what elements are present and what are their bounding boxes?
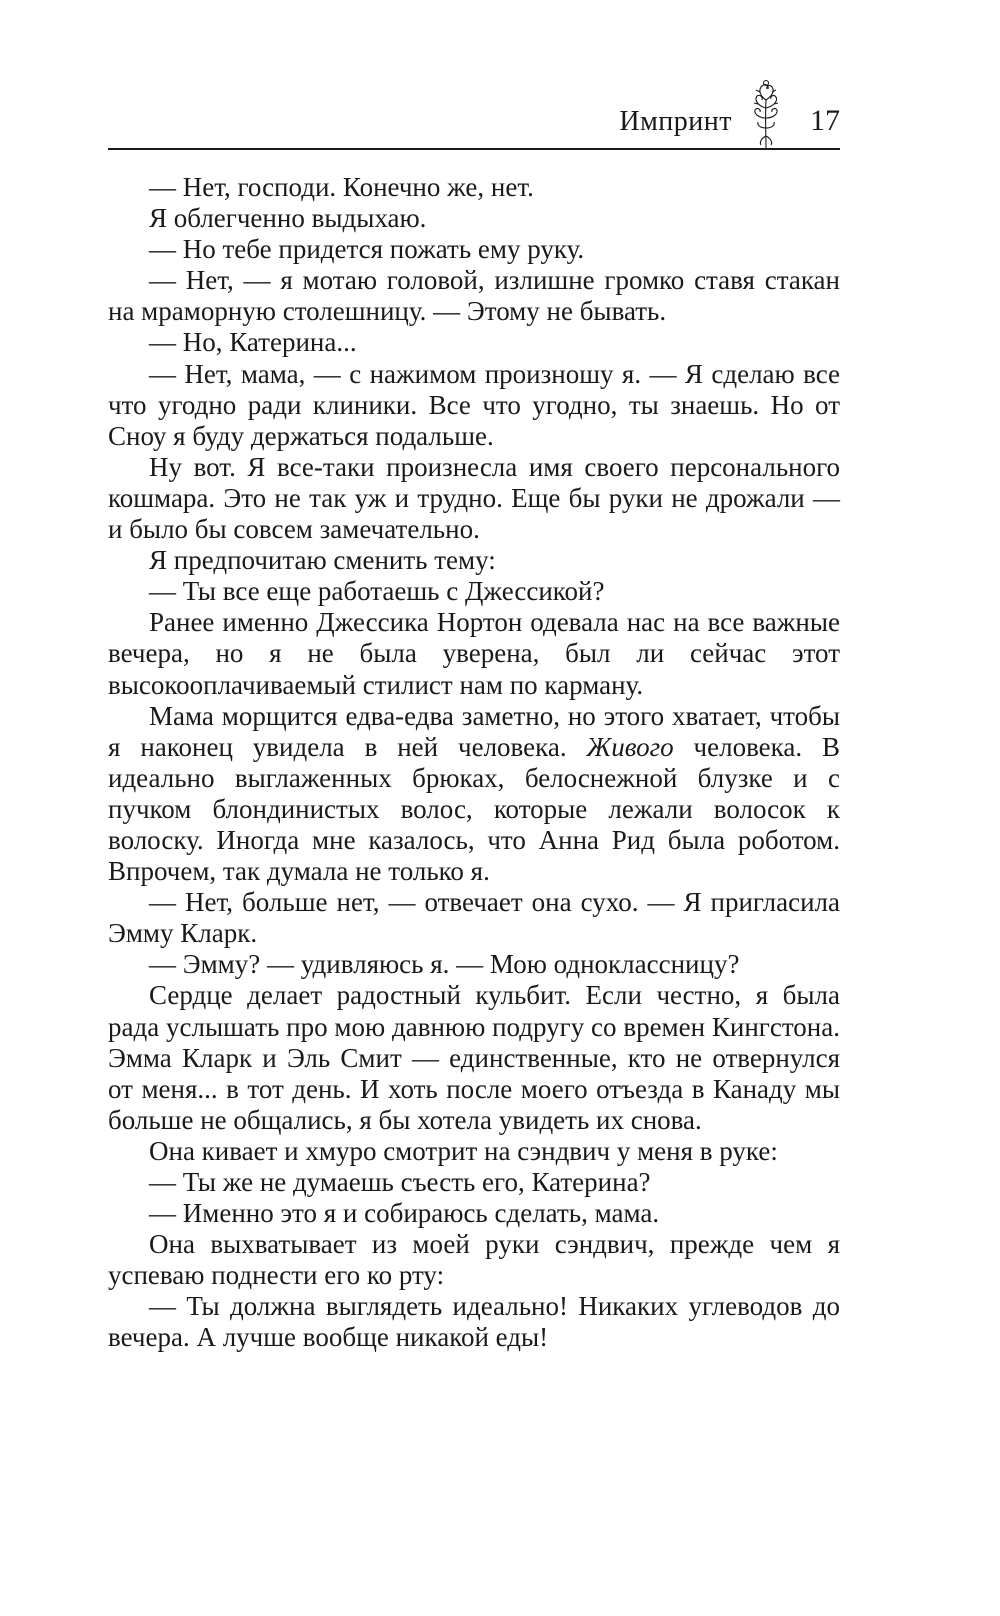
paragraph-text: человека. В идеально выглаженных брюках, белоснежной блузке и с пучком блондинистых волос, которые лежали волосок к волоску. Иногда мне казалось, что Анна Рид была роботом. Впрочем, так думала не только я. — [108, 731, 840, 887]
paragraph: Она выхватывает из моей руки сэндвич, прежде чем я успеваю поднести его ко рту: — [108, 1229, 840, 1291]
body-text — [108, 172, 840, 1354]
paragraph: — Ты должна выглядеть идеально! Никаких углеводов до вечера. А лучше вообще никакой еды! — [108, 1291, 840, 1353]
paragraph: — Нет, мама, — с нажимом произношу я. — Я сделаю все что угодно ради клиники. Все что угодно, ты знаешь. Но от Сноу я буду держаться подальше. — [108, 358, 840, 451]
header-rule — [108, 148, 840, 150]
paragraph: — Но тебе придется пожать ему руку. — [149, 234, 585, 265]
italic-word: Живого — [586, 731, 674, 762]
paragraph: — Нет, — я мотаю головой, излишне громко ставя стакан на мраморную столешницу. — Этому не бывать. — [108, 265, 840, 327]
running-title: Импринт — [619, 106, 732, 137]
paragraph: — Эмму? — удивляюсь я. — Мою одноклассницу? — [149, 949, 740, 980]
page-number: 17 — [810, 104, 840, 137]
paragraph: Ну вот. Я все-таки произнесла имя своего персонального кошмара. Это не так уж и трудно. Еще бы руки не дрожали — и было бы совсем замечательно. — [108, 451, 840, 545]
floral-ornament-icon — [748, 78, 784, 150]
paragraph: Ранее именно Джессика Нортон одевала нас на все важные вечера, но я не была уверена, был ли сейчас этот высокооплачиваемый стилист нам по карману. — [108, 607, 840, 700]
paragraph: — Именно это я и собираюсь сделать, мама. — [149, 1198, 660, 1229]
paragraph: Она кивает и хмуро смотрит на сэндвич у меня в руке: — [149, 1135, 778, 1166]
paragraph: — Ты же не думаешь съесть его, Катерина? — [149, 1167, 651, 1197]
paragraph: — Но, Катерина... — [149, 327, 357, 358]
paragraph: Я облегченно выдыхаю. — [149, 203, 427, 234]
paragraph: — Нет, больше нет, — отвечает она сухо. — Я пригласила Эмму Кларк. — [108, 887, 840, 949]
paragraph: Я предпочитаю сменить тему: — [149, 545, 496, 576]
paragraph: Сердце делает радостный кульбит. Если честно, я была рада услышать про мою давнюю подругу со времен Кингстона. Эмма Кларк и Эль Смит — единственные, кто не отвернулся от меня... в тот день. И хоть после моего отъезда в Канаду мы больше не общались, я бы хотела увидеть их снова. — [108, 980, 840, 1135]
paragraph: — Нет, господи. Конечно же, нет. — [149, 172, 534, 202]
paragraph-with-italic — [108, 701, 840, 888]
page-header — [108, 64, 840, 150]
paragraph-text: Мама морщится едва-едва заметно, но этого хватает, чтобы я наконец увидела в ней человека. — [108, 700, 840, 762]
paragraph: — Ты все еще работаешь с Джессикой? — [149, 576, 605, 607]
